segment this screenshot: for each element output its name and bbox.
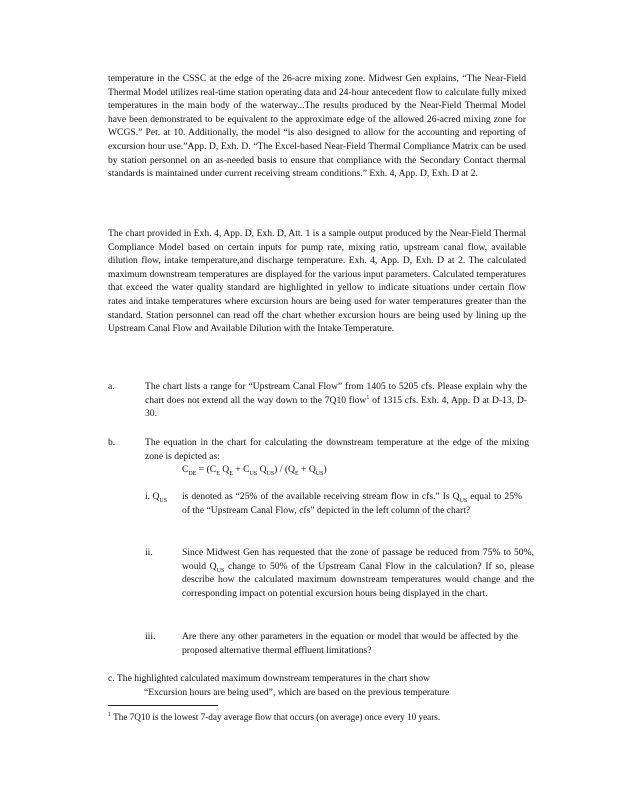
item-b-iii-label: iii. <box>145 631 156 642</box>
item-b-i-label: i. $Q_{US}$ <box>145 491 168 504</box>
item-c <box>108 672 530 699</box>
item-b-iii-text: Are there any other parameters in the equation or model that would be affected by the proposed alternative thermal effluent limitations? <box>182 631 518 656</box>
item-b-label: b. <box>108 437 116 448</box>
paragraph-1: temperature in the CSSC at the edge of the 26-acre mixing zone. Midwest Gen explains, “The Near-Field Thermal Model utilizes real-time station operating data and 24-hour antecedent flow to calculate fully mixed temperatures in the main body of the waterway...The results produced by the Near-Field Thermal Model have been demonstrated to be equivalent to the approximate edge of the allowed 26-acred mixing zone for WCGS.” Pet. at 10. Additionally, the model “is also designed to allow for the accounting and reporting of excursion hour use.”App. D, Exh. D. “The Excel-based Near-Field Thermal Compliance Matrix can be used by station personnel on an as-needed basis to ensure that compliance with the Secondary Contact thermal standards is maintained under current receiving stream conditions.” Exh. 4, App. D, Exh. D at 2. <box>108 73 526 180</box>
item-a-text-after: of 1315 cfs. Exh. 4, App. D at D-13, D-30. <box>145 394 527 420</box>
item-a-text <box>145 380 527 421</box>
footnote-mark: 1 <box>108 711 111 718</box>
item-b-text: The equation in the chart for calculating the downstream temperature at the edge of the mixing zone is depicted as: <box>145 437 529 462</box>
item-b-i-text: is denoted as “25% of the available receiving stream flow in cfs.” Is $Q_{US}$ equal to 25% of the “Upstream Canal Flow, cfs” depicted in the left column of the chart? <box>182 491 522 516</box>
item-c-text-continued: “Excursion hours are being used”, which are based on the previous temperature <box>144 686 450 698</box>
item-a-text-before: The chart lists a range for “Upstream Canal Flow” from 1405 to 5205 cfs. Please explain why the chart does not extend all the way down to the 7Q10 flow <box>145 381 527 406</box>
item-b-ii-label: ii. <box>145 547 153 558</box>
item-c-label: c. <box>108 673 115 684</box>
mixing-equation: $C_{DE} = (C_E$ $Q_E + C_{US}$ $Q_{US}) / (Q_E + Q_{US})$ <box>182 464 327 477</box>
footnote-divider <box>108 705 218 706</box>
item-c-text: The highlighted calculated maximum downstream temperatures in the chart show <box>116 673 430 684</box>
footnote <box>108 711 440 723</box>
item-b-ii-text: Since Midwest Gen has requested that the zone of passage be reduced from 75% to 50%, would $Q_{US}$ change to 50% of the Upstream Canal Flow in the calculation? If so, please describe how the calculated maximum downstream temperatures would change and the corresponding impact on potential excursion hours being displayed in the chart. <box>182 547 534 599</box>
footnote-reference[interactable]: 1 <box>366 394 370 401</box>
item-a-label: a. <box>108 381 115 392</box>
paragraph-2: The chart provided in Exh. 4, App. D, Exh. D, Att. 1 is a sample output produced by the Near-Field Thermal Compliance Model based on certain inputs for pump rate, mixing ratio, upstream canal flow, available dilution flow, intake temperature,and discharge temperature. Exh. 4, App. D, Exh. D at 2. The calculated maximum downstream temperatures are displayed for the various input parameters. Calculated temperatures that exceed the water quality standard are highlighted in yellow to indicate situations under certain flow rates and intake temperatures where excursion hours are being used for water temperatures greater than the standard. Station personnel can read off the chart whether excursion hours are being used by lining up the Upstream Canal Flow and Available Dilution with the Intake Temperature. <box>108 228 526 335</box>
footnote-text: The 7Q10 is the lowest 7-day average flow that occurs (on average) once every 10 years. <box>111 712 441 722</box>
